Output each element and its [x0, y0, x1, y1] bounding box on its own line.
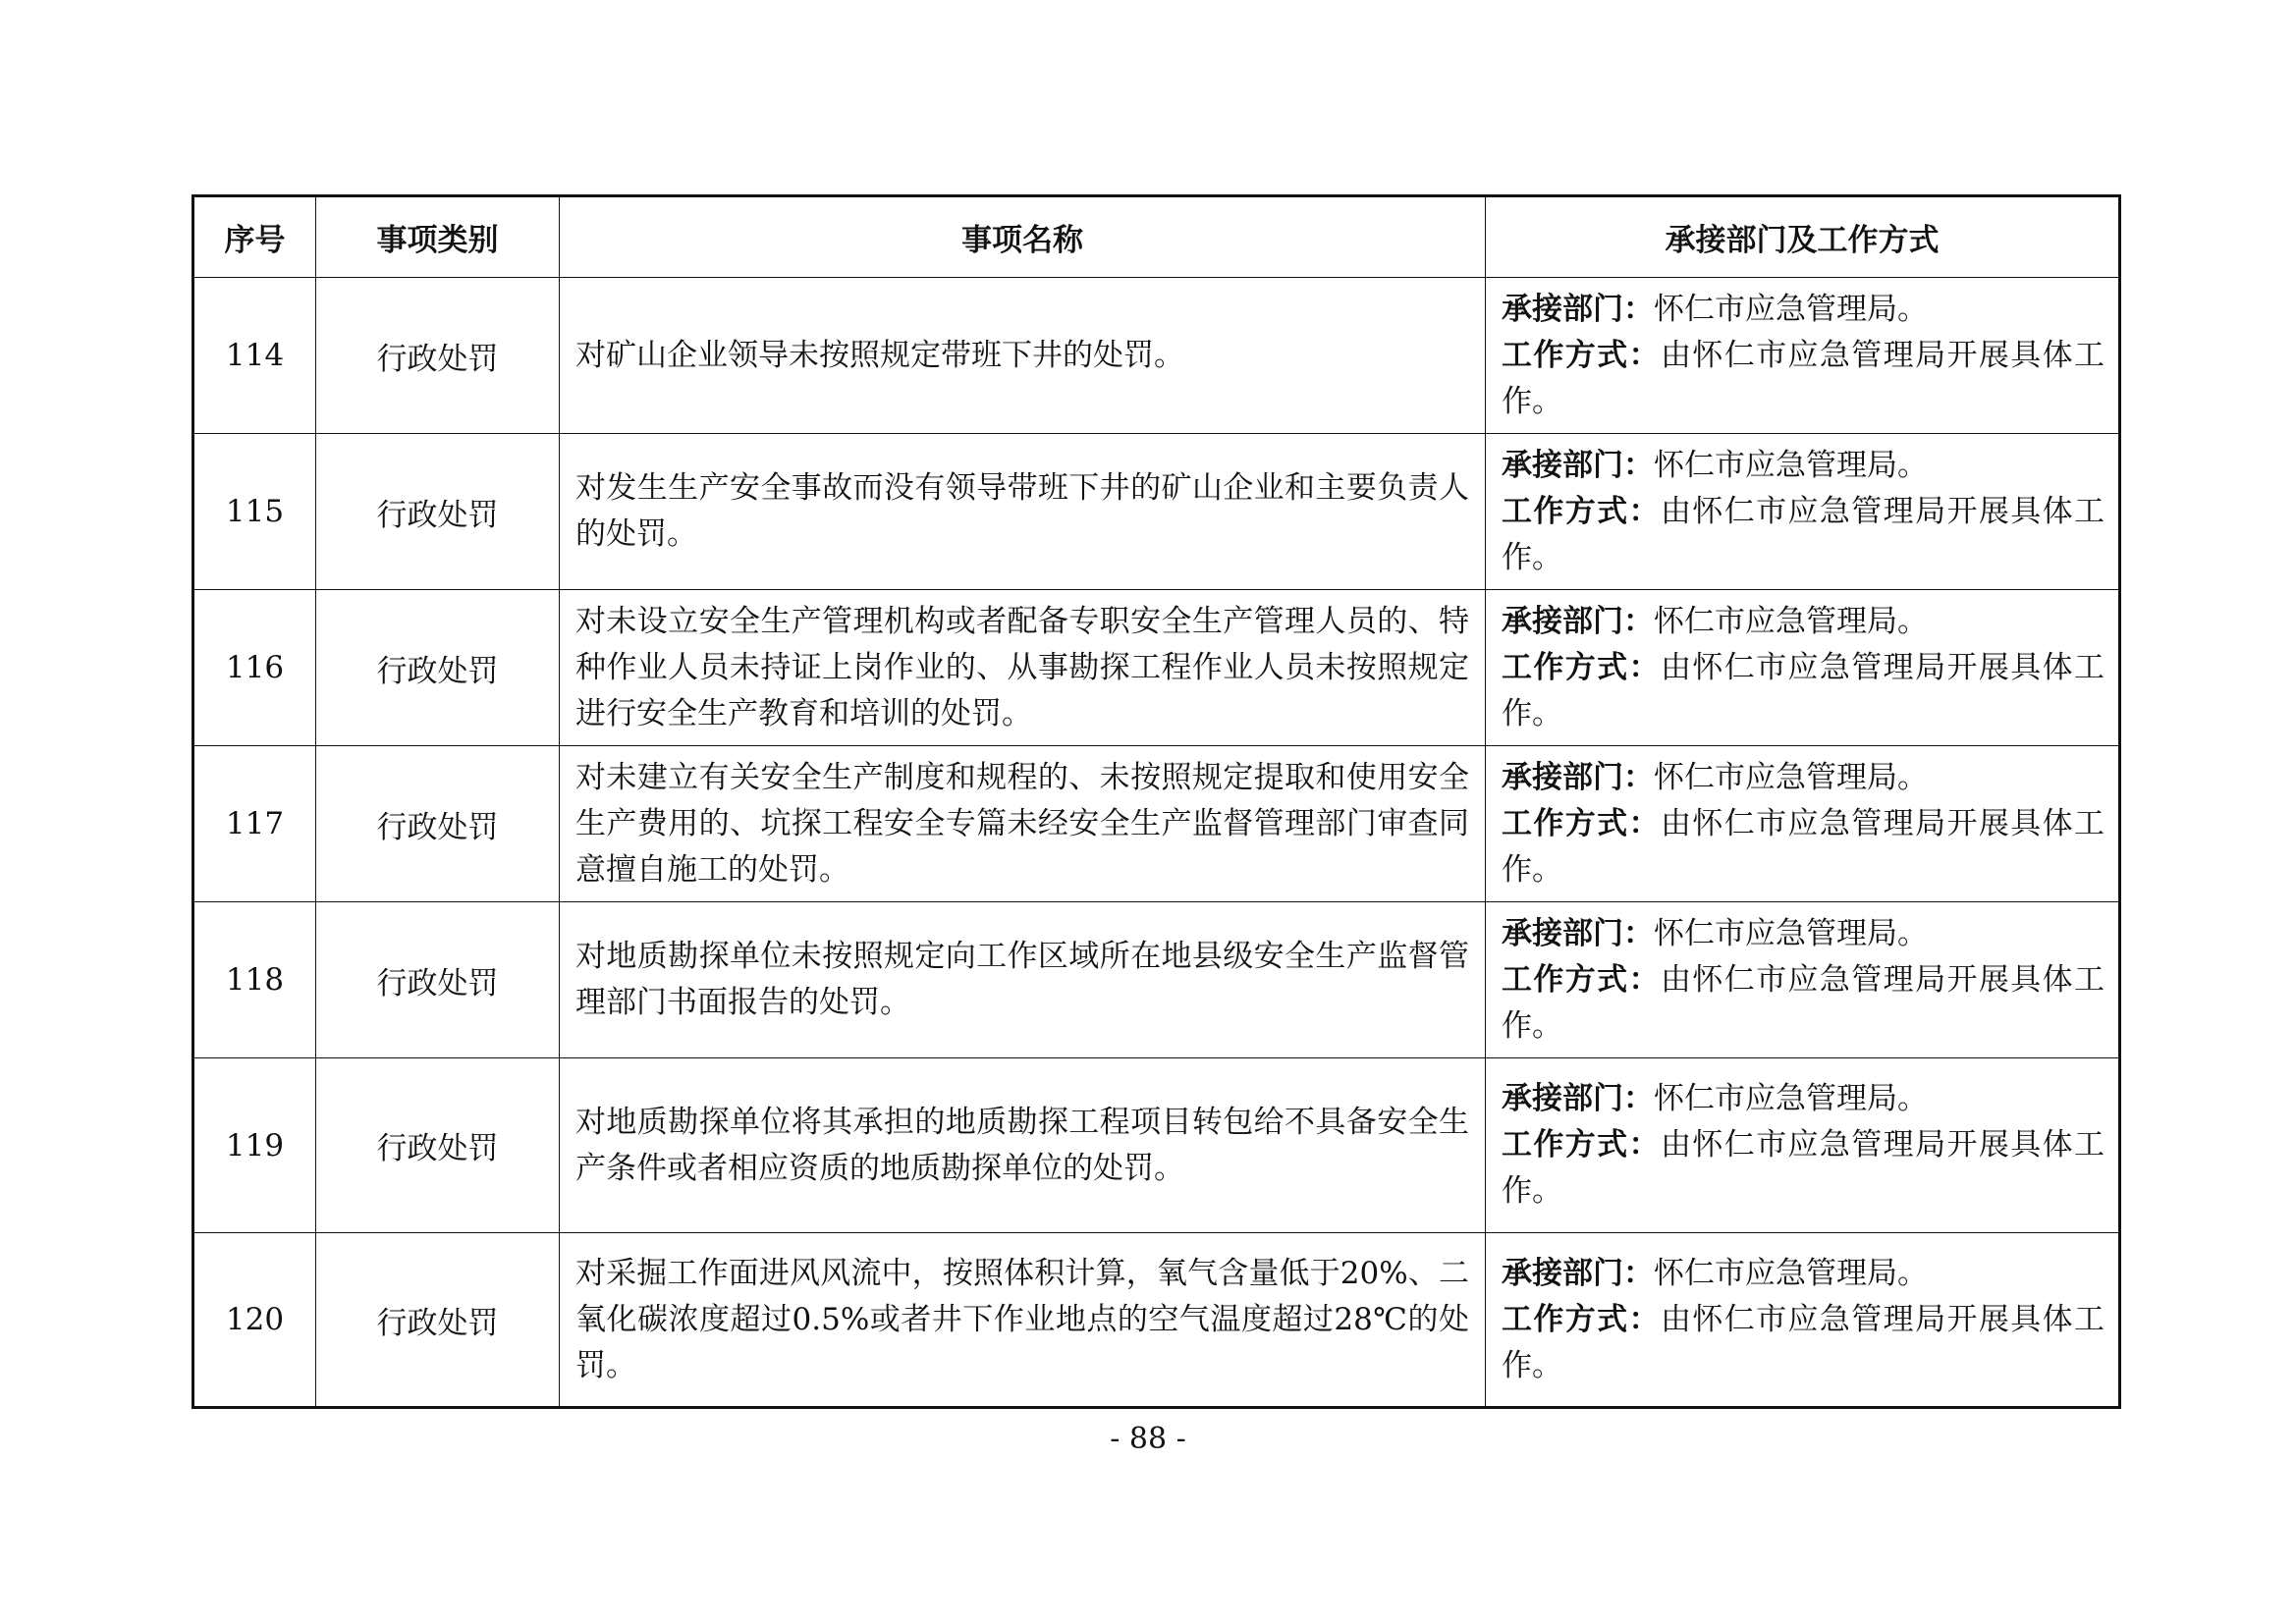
work-mode-line — [1502, 333, 2105, 425]
header-category: 事项类别 — [316, 196, 560, 278]
department-cell — [1486, 746, 2120, 902]
department-cell — [1486, 1233, 2120, 1408]
department-line — [1502, 1076, 2105, 1122]
table-header-row — [193, 196, 2120, 278]
work-mode-label: 工作方式： — [1502, 961, 1661, 998]
department-value: 怀仁市应急管理局。 — [1654, 291, 1928, 327]
department-value: 怀仁市应急管理局。 — [1654, 1081, 1928, 1116]
department-value: 怀仁市应急管理局。 — [1654, 915, 1928, 951]
serial-number: 114 — [193, 278, 316, 434]
matter-name: 对未建立有关安全生产制度和规程的、未按照规定提取和使用安全生产费用的、坑探工程安全专篇未经安全生产监督管理部门审查同意擅自施工的处罚。 — [560, 746, 1486, 902]
department-value: 怀仁市应急管理局。 — [1654, 603, 1928, 639]
table-row — [193, 1058, 2120, 1233]
header-serial-number: 序号 — [193, 196, 316, 278]
department-line — [1502, 599, 2105, 645]
work-mode-label: 工作方式： — [1502, 337, 1661, 373]
work-mode-label: 工作方式： — [1502, 493, 1661, 529]
category: 行政处罚 — [316, 434, 560, 590]
department-label: 承接部门： — [1502, 291, 1654, 327]
header-department-and-mode: 承接部门及工作方式 — [1486, 196, 2120, 278]
work-mode-value: 由怀仁市应急管理局开展具体工作。 — [1502, 337, 2105, 419]
department-label: 承接部门： — [1502, 603, 1654, 639]
department-cell — [1486, 434, 2120, 590]
department-cell — [1486, 1058, 2120, 1233]
matter-name: 对地质勘探单位将其承担的地质勘探工程项目转包给不具备安全生产条件或者相应资质的地质勘探单位的处罚。 — [560, 1058, 1486, 1233]
serial-number: 119 — [193, 1058, 316, 1233]
department-label: 承接部门： — [1502, 1081, 1654, 1116]
page-number: - 88 - — [1110, 1422, 1186, 1456]
matter-name: 对发生生产安全事故而没有领导带班下井的矿山企业和主要负责人的处罚。 — [560, 434, 1486, 590]
department-label: 承接部门： — [1502, 1255, 1654, 1291]
category: 行政处罚 — [316, 590, 560, 746]
department-line — [1502, 911, 2105, 957]
department-line — [1502, 443, 2105, 489]
serial-number: 116 — [193, 590, 316, 746]
table-row — [193, 434, 2120, 590]
work-mode-value: 由怀仁市应急管理局开展具体工作。 — [1502, 493, 2105, 575]
matter-name: 对矿山企业领导未按照规定带班下井的处罚。 — [560, 278, 1486, 434]
department-line — [1502, 287, 2105, 333]
category: 行政处罚 — [316, 1233, 560, 1408]
matter-name: 对未设立安全生产管理机构或者配备专职安全生产管理人员的、特种作业人员未持证上岗作业的、从事勘探工程作业人员未按照规定进行安全生产教育和培训的处罚。 — [560, 590, 1486, 746]
category: 行政处罚 — [316, 746, 560, 902]
table-row — [193, 590, 2120, 746]
department-value: 怀仁市应急管理局。 — [1654, 447, 1928, 483]
work-mode-line — [1502, 801, 2105, 893]
category: 行政处罚 — [316, 278, 560, 434]
work-mode-line — [1502, 957, 2105, 1050]
table-row — [193, 1233, 2120, 1408]
department-value: 怀仁市应急管理局。 — [1654, 1255, 1928, 1291]
department-label: 承接部门： — [1502, 759, 1654, 795]
table-row — [193, 746, 2120, 902]
matters-table — [191, 194, 2121, 1409]
category: 行政处罚 — [316, 1058, 560, 1233]
serial-number: 118 — [193, 902, 316, 1058]
table-row — [193, 902, 2120, 1058]
table-row — [193, 278, 2120, 434]
work-mode-label: 工作方式： — [1502, 805, 1661, 841]
matter-name: 对采掘工作面进风风流中，按照体积计算，氧气含量低于20%、二氧化碳浓度超过0.5%或者井下作业地点的空气温度超过28℃的处罚。 — [560, 1233, 1486, 1408]
serial-number: 115 — [193, 434, 316, 590]
work-mode-line — [1502, 1122, 2105, 1215]
work-mode-value: 由怀仁市应急管理局开展具体工作。 — [1502, 961, 2105, 1044]
work-mode-line — [1502, 1297, 2105, 1389]
department-cell — [1486, 278, 2120, 434]
department-label: 承接部门： — [1502, 915, 1654, 951]
category: 行政处罚 — [316, 902, 560, 1058]
department-line — [1502, 755, 2105, 801]
matter-name: 对地质勘探单位未按照规定向工作区域所在地县级安全生产监督管理部门书面报告的处罚。 — [560, 902, 1486, 1058]
work-mode-value: 由怀仁市应急管理局开展具体工作。 — [1502, 1301, 2105, 1383]
work-mode-label: 工作方式： — [1502, 1127, 1661, 1163]
work-mode-value: 由怀仁市应急管理局开展具体工作。 — [1502, 805, 2105, 888]
work-mode-line — [1502, 645, 2105, 737]
department-cell — [1486, 590, 2120, 746]
work-mode-label: 工作方式： — [1502, 649, 1661, 685]
work-mode-label: 工作方式： — [1502, 1301, 1661, 1337]
serial-number: 117 — [193, 746, 316, 902]
work-mode-line — [1502, 489, 2105, 581]
department-line — [1502, 1251, 2105, 1297]
department-label: 承接部门： — [1502, 447, 1654, 483]
department-cell — [1486, 902, 2120, 1058]
department-value: 怀仁市应急管理局。 — [1654, 759, 1928, 795]
header-matter-name: 事项名称 — [560, 196, 1486, 278]
work-mode-value: 由怀仁市应急管理局开展具体工作。 — [1502, 1127, 2105, 1209]
work-mode-value: 由怀仁市应急管理局开展具体工作。 — [1502, 649, 2105, 731]
serial-number: 120 — [193, 1233, 316, 1408]
